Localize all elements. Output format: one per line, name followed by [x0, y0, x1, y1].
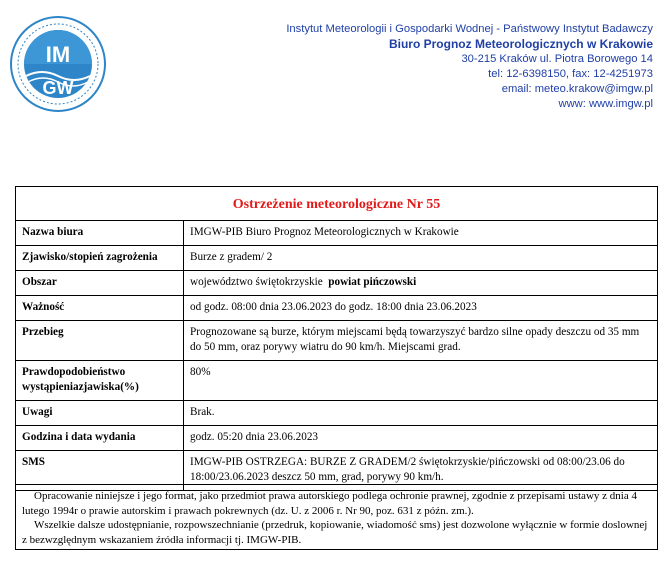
row-area — [16, 271, 658, 296]
email: email: meteo.krakow@imgw.pl — [501, 83, 653, 95]
website: www: www.imgw.pl — [558, 98, 653, 110]
value-office: IMGW-PIB Biuro Prognoz Meteorologicznych w Krakowie — [184, 221, 658, 246]
address: 30-215 Kraków ul. Piotra Borowego 14 — [461, 53, 653, 65]
value-area — [184, 271, 658, 296]
row-course — [16, 321, 658, 361]
imgw-logo-icon — [8, 14, 108, 114]
value-course: Prognozowane są burze, którym miejscami będą towarzyszyć bardzo silne opady deszczu od 35 mm do 50 mm, oraz porywy wiatru do 90 km/h. Miejscami grad. — [184, 321, 658, 361]
copyright-paragraph-2: Wszelkie dalsze udostępnianie, rozpowszechnianie (przedruk, kopiowanie, wiadomość sms) jest dozwolone wyłącznie w formie doslownej z bezwzględnym wskazaniem źródła informacji tj. IMGW-PIB. — [22, 519, 648, 546]
row-phenomenon — [16, 246, 658, 271]
logo-text-bottom: GW — [42, 78, 74, 98]
value-validity: od godz. 08:00 dnia 23.06.2023 do godz. 18:00 dnia 23.06.2023 — [184, 296, 658, 321]
label-validity: Ważność — [16, 296, 184, 321]
institute-header — [286, 22, 653, 112]
label-sms: SMS — [16, 451, 184, 491]
warning-title-row — [16, 187, 658, 221]
row-validity — [16, 296, 658, 321]
value-issued: godz. 05:20 dnia 23.06.2023 — [184, 426, 658, 451]
office-name: Biuro Prognoz Meteorologicznych w Krakowie — [388, 37, 653, 51]
row-office — [16, 221, 658, 246]
imgw-logo — [8, 14, 108, 114]
warning-title: Ostrzeżenie meteorologiczne Nr 55 — [16, 187, 658, 221]
value-area-county: powiat pińczowski — [328, 276, 417, 288]
copyright-paragraph-1: Opracowanie niniejsze i jego format, jako przedmiot prawa autorskiego podlega ochronie prawnej, zgodnie z przepisami ustawy z dnia 4 lutego 1994r o prawie autorskim i prawach pokrewnych (dz. U. z 2006 r. Nr 90, poz. 631 z późn. zm.). — [22, 490, 637, 517]
value-remarks: Brak. — [184, 401, 658, 426]
label-remarks: Uwagi — [16, 401, 184, 426]
label-area: Obszar — [16, 271, 184, 296]
row-probability — [16, 361, 658, 401]
value-probability: 80% — [184, 361, 658, 401]
value-area-region: województwo świętokrzyskie — [190, 276, 323, 288]
label-course: Przebieg — [16, 321, 184, 361]
row-remarks — [16, 401, 658, 426]
logo-text-top: IM — [45, 42, 71, 67]
label-phenomenon: Zjawisko/stopień zagrożenia — [16, 246, 184, 271]
label-probability: Prawdopodobieństwo wystąpieniazjawiska(%) — [16, 361, 184, 401]
label-issued: Godzina i data wydania — [16, 426, 184, 451]
row-issued — [16, 426, 658, 451]
institute-name: Instytut Meteorologii i Gospodarki Wodnej - Państwowy Instytut Badawczy — [286, 23, 653, 35]
label-office: Nazwa biura — [16, 221, 184, 246]
phone-fax: tel: 12-6398150, fax: 12-4251973 — [488, 68, 653, 80]
value-sms: IMGW-PIB OSTRZEGA: BURZE Z GRADEM/2 świętokrzyskie/pińczowski od 08:00/23.06 do 18:00/23.06.2023 deszcz 50 mm, grad, porywy 90 km/h. — [184, 451, 658, 491]
value-phenomenon: Burze z gradem/ 2 — [184, 246, 658, 271]
warning-table — [15, 186, 658, 491]
copyright-notice — [15, 484, 658, 550]
